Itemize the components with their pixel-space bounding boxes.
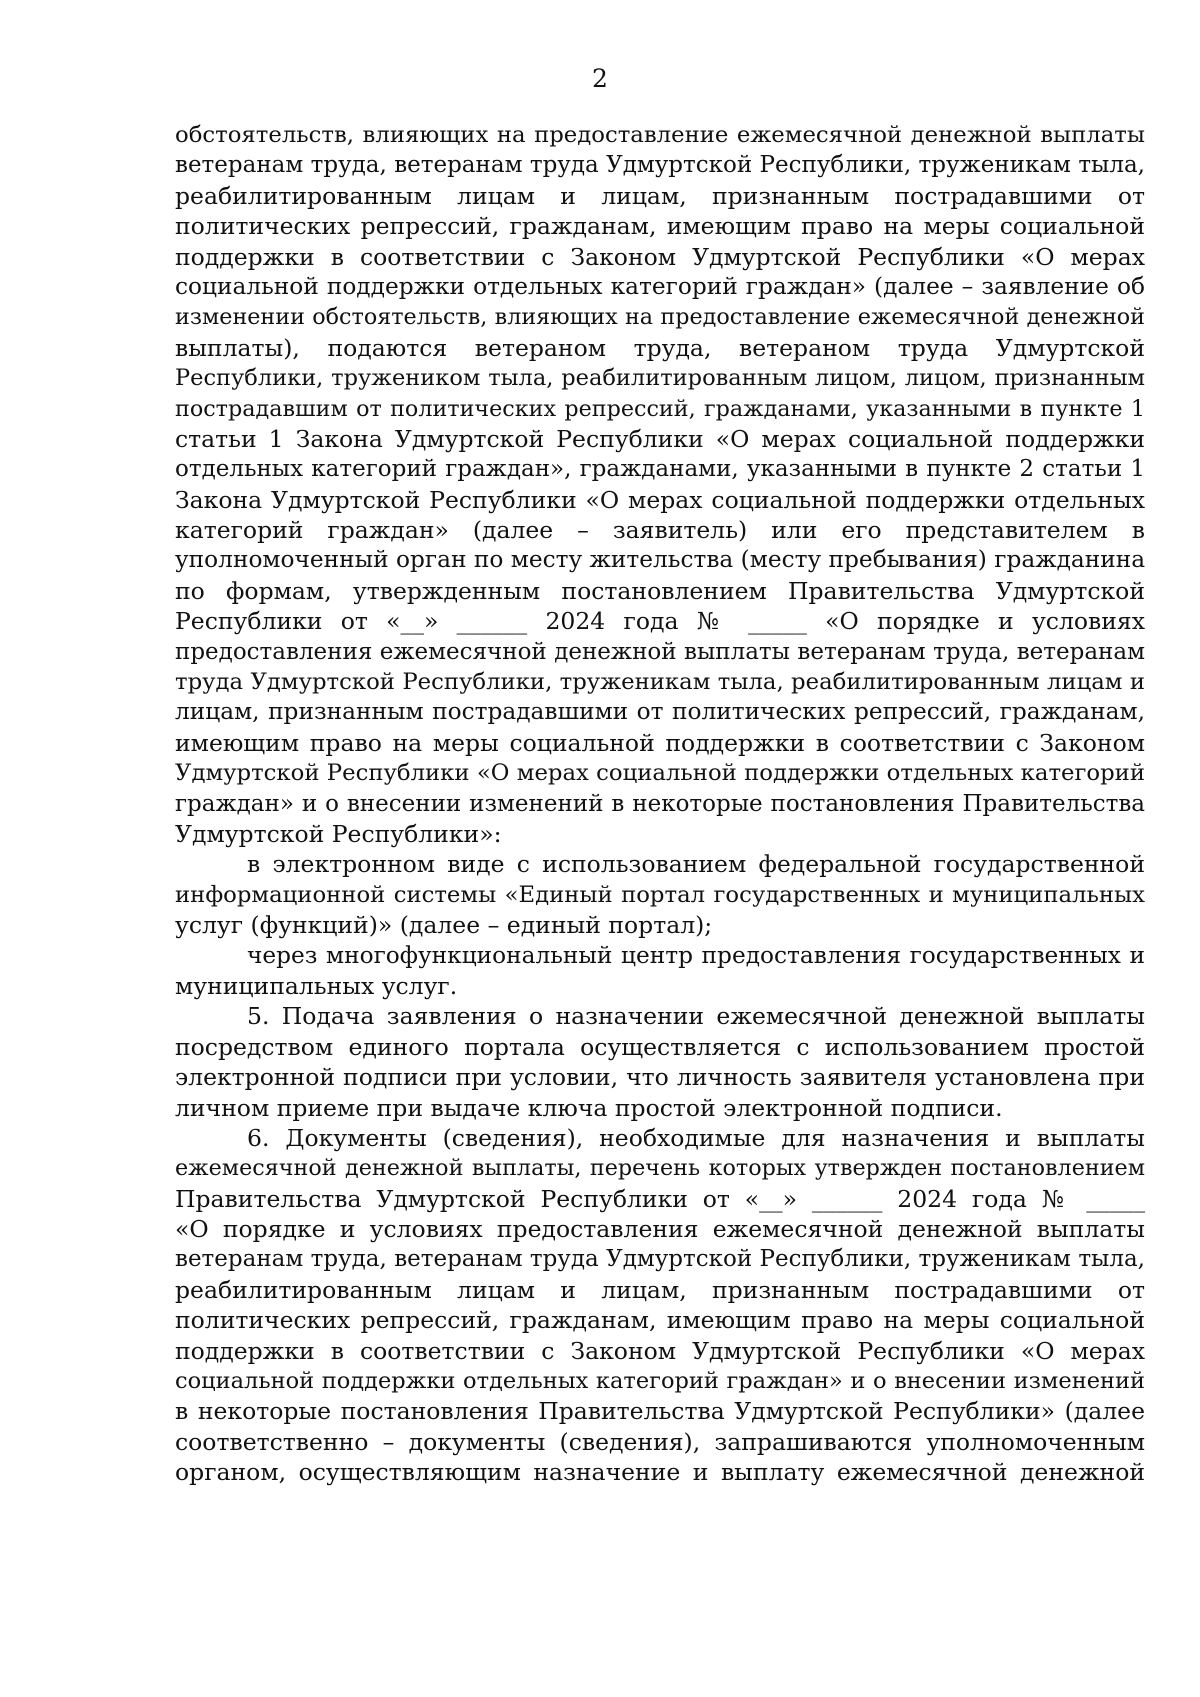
- text-line: по формам, утвержденным постановлением Правительства Удмуртской: [175, 576, 1145, 605]
- text-line: личном приеме при выдаче ключа простой электронной подписи.: [175, 1093, 1003, 1122]
- text-line: Республики, тружеником тыла, реабилитированным лицом, лицом, признанным: [175, 365, 1145, 392]
- text-line: предоставления ежемесячной денежной выплаты ветеранам труда, ветеранам: [175, 638, 1145, 665]
- text-line: политических репрессий, гражданам, имеющим право на меры социальной: [175, 1306, 1145, 1335]
- text-line: категорий граждан» (далее – заявитель) или его представителем в: [175, 516, 1145, 545]
- text-line: поддержки в соответствии с Законом Удмуртской Республики «О мерах: [175, 242, 1145, 271]
- text-line: информационной системы «Единый портал государственных и муниципальных: [175, 881, 1145, 908]
- text-line: в некоторые постановления Правительства Удмуртской Республики» (далее: [175, 1397, 1145, 1426]
- text-line: Удмуртской Республики «О мерах социальной поддержки отдельных категорий: [175, 760, 1145, 787]
- text-line: через многофункциональный центр предоставления государственных и: [247, 941, 1145, 969]
- text-line: Удмуртской Республики»:: [175, 819, 502, 848]
- text-line: ветеранам труда, ветеранам труда Удмуртской Республики, труженикам тыла,: [175, 1246, 1145, 1273]
- text-line: пострадавшим от политических репрессий, гражданами, указанными в пункте 1: [175, 395, 1145, 422]
- text-line: лицам, признанным пострадавшими от политических репрессий, гражданам,: [175, 698, 1145, 726]
- text-line: социальной поддержки отдельных категорий граждан» (далее – заявление об: [175, 272, 1145, 300]
- text-line: Правительства Удмуртской Республики от «__» ______ 2024 года № _____: [175, 1184, 1145, 1213]
- text-line: граждан» и о внесении изменений в некоторые постановления Правительства: [175, 790, 1145, 817]
- text-line: обстоятельств, влияющих на предоставление ежемесячной денежной выплаты: [175, 122, 1145, 148]
- document-body: [175, 120, 1145, 1488]
- text-line: статьи 1 Закона Удмуртской Республики «О мерах социальной поддержки: [175, 424, 1145, 453]
- text-line: уполномоченный орган по месту жительства (месту пребывания) гражданина: [175, 546, 1146, 574]
- text-line: реабилитированным лицам и лицам, признанным пострадавшими от: [175, 181, 1145, 210]
- text-line: ветеранам труда, ветеранам труда Удмуртской Республики, труженикам тыла,: [175, 152, 1145, 179]
- text-line: в электронном виде с использованием федеральной государственной: [247, 850, 1145, 879]
- text-line: имеющим право на меры социальной поддержки в соответствии с Законом: [175, 728, 1145, 757]
- text-line: органом, осуществляющим назначение и выплату ежемесячной денежной: [175, 1458, 1145, 1487]
- page-number: 2: [592, 64, 608, 93]
- text-line: реабилитированным лицам и лицам, признанным пострадавшими от: [175, 1275, 1145, 1304]
- text-line: политических репрессий, гражданам, имеющим право на меры социальной: [175, 212, 1145, 241]
- text-line: посредством единого портала осуществляется с использованием простой: [175, 1032, 1145, 1061]
- text-line: услуг (функций)» (далее – единый портал);: [175, 911, 713, 940]
- text-line: ежемесячной денежной выплаты, перечень которых утвержден постановлением: [175, 1155, 1145, 1182]
- text-line: выплаты), подаются ветераном труда, ветераном труда Удмуртской: [175, 333, 1145, 362]
- text-line: электронной подписи при условии, что личность заявителя установлена при: [175, 1063, 1145, 1092]
- text-line: соответственно – документы (сведения), запрашиваются уполномоченным: [175, 1427, 1145, 1456]
- text-line: поддержки в соответствии с Законом Удмуртской Республики «О мерах: [175, 1336, 1145, 1365]
- text-line: Закона Удмуртской Республики «О мерах социальной поддержки отдельных: [175, 485, 1145, 514]
- text-line: 6. Документы (сведения), необходимые для назначения и выплаты: [247, 1123, 1145, 1152]
- text-line: изменении обстоятельств, влияющих на предоставление ежемесячной денежной: [175, 304, 1145, 331]
- text-line: Республики от «__» ______ 2024 года № _____ «О порядке и условиях: [175, 607, 1145, 636]
- text-line: 5. Подача заявления о назначении ежемесячной денежной выплаты: [247, 1002, 1145, 1031]
- text-line: отдельных категорий граждан», гражданами, указанными в пункте 2 статьи 1: [175, 456, 1145, 483]
- text-line: муниципальных услуг.: [175, 971, 458, 1000]
- text-line: труда Удмуртской Республики, труженикам тыла, реабилитированным лицам и: [175, 669, 1145, 696]
- text-line: «О порядке и условиях предоставления ежемесячной денежной выплаты: [175, 1215, 1145, 1244]
- text-line: социальной поддержки отдельных категорий граждан» и о внесении изменений: [175, 1368, 1145, 1395]
